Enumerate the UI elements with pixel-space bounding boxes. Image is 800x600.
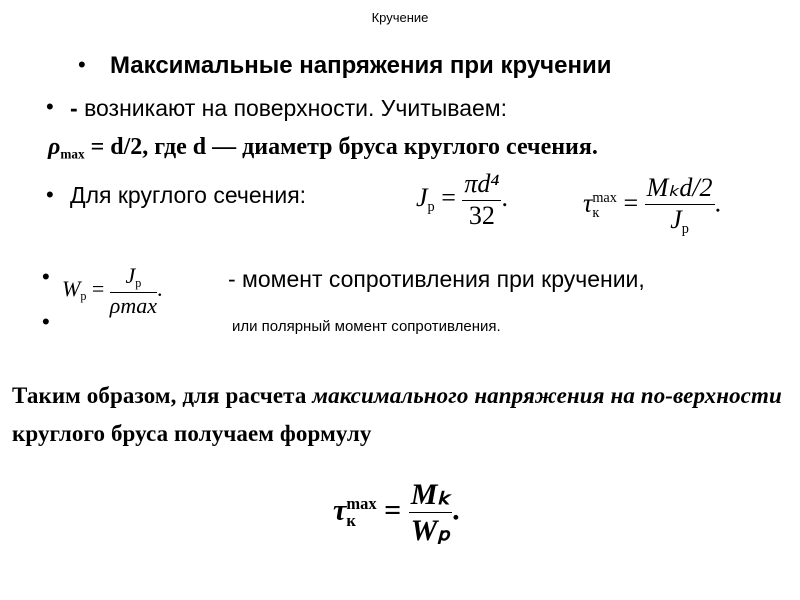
wp-subscript: p bbox=[80, 289, 87, 304]
wp-denominator: ρmax bbox=[109, 292, 158, 318]
wp-numerator bbox=[110, 264, 157, 293]
final-tau-indices bbox=[346, 496, 376, 529]
tau-den-symbol: J bbox=[670, 204, 682, 234]
jp-fraction bbox=[462, 170, 501, 230]
rho-subscript: max bbox=[60, 146, 85, 162]
bullet-icon: • bbox=[46, 182, 54, 207]
tau-den-subscript: p bbox=[681, 220, 689, 237]
polar-moment-formula: $J_p$ = $\frac{\text{πd⁴}}{32}$ . bbox=[416, 169, 508, 230]
rho-symbol: ρ bbox=[48, 134, 61, 160]
section-modulus-formula: $W_p$ = $\frac{J_p}{\rho\max}$ . bbox=[62, 263, 163, 318]
polar-moment-line: или полярный момент сопротивления. bbox=[232, 318, 501, 335]
surface-text: возникают на поверхности. Учитываем: bbox=[84, 95, 508, 121]
conclusion-part-3: круглого бруса получаем формулу bbox=[12, 421, 372, 446]
slide-heading: Максимальные напряжения при кручении bbox=[110, 52, 612, 79]
final-tau-symbol: τ bbox=[333, 493, 347, 527]
final-subscript: к bbox=[346, 510, 356, 530]
jp-numerator: πd⁴ bbox=[462, 170, 501, 201]
conclusion-paragraph bbox=[12, 377, 800, 453]
dash-mark: - bbox=[70, 95, 78, 121]
tau-denominator bbox=[645, 205, 715, 238]
final-superscript: max bbox=[346, 494, 377, 513]
surface-line bbox=[70, 95, 507, 122]
tau-formula: τ max к = $\frac{\text{Mₖd/2}}{J_p}$ . bbox=[583, 173, 722, 237]
conclusion-part-2: максимального напряжения на по-верхности bbox=[312, 383, 782, 408]
rho-definition bbox=[48, 134, 598, 163]
tau-subscript: к bbox=[592, 204, 600, 221]
tau-superscript: max bbox=[592, 190, 617, 207]
bullet-icon: • bbox=[42, 309, 50, 334]
bullet-icon: • bbox=[46, 94, 54, 119]
wp-num-subscript: p bbox=[135, 276, 142, 291]
tau-fraction bbox=[645, 174, 715, 237]
final-formula: τ max к = $\frac{\text{Mₖ}}{\text{Wₚ}}$ . bbox=[333, 478, 460, 547]
bullet-icon: • bbox=[78, 52, 86, 77]
tau-symbol: τ bbox=[583, 188, 593, 218]
round-section-line: Для круглого сечения: bbox=[70, 182, 307, 208]
moment-resistance-line: - момент сопротивления при кручении, bbox=[228, 266, 645, 292]
jp-symbol: J bbox=[416, 183, 428, 213]
final-numerator: Mₖ bbox=[410, 478, 451, 511]
conclusion-part-1: Таким образом, для расчета bbox=[12, 383, 313, 408]
tau-indices bbox=[592, 191, 617, 220]
final-fraction bbox=[409, 478, 452, 547]
slide-title: Кручение bbox=[371, 10, 429, 25]
wp-fraction bbox=[110, 264, 157, 318]
rho-text: = d/2, где d — диаметр бруса круглого сечения. bbox=[90, 134, 598, 160]
wp-symbol: W bbox=[62, 275, 81, 301]
jp-denominator: 32 bbox=[468, 200, 495, 230]
jp-subscript: p bbox=[427, 199, 435, 216]
bullet-icon: • bbox=[42, 264, 50, 289]
tau-numerator: Mₖd/2 bbox=[645, 174, 715, 205]
final-denominator: Wₚ bbox=[410, 514, 451, 547]
wp-num-symbol: J bbox=[125, 263, 136, 288]
